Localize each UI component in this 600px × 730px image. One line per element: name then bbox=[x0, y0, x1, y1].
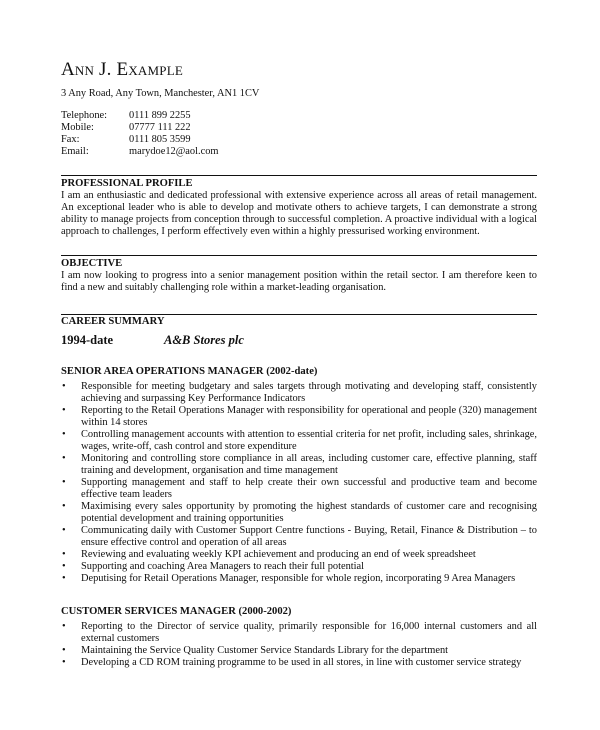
list-item: • Reporting to the Director of service quality, primarily responsible for 16,000 internal customers and all external customers bbox=[61, 621, 537, 645]
role-senior-area-ops bbox=[61, 365, 537, 585]
candidate-name: Ann J. Example bbox=[61, 59, 183, 80]
contact-label: Telephone: bbox=[61, 110, 108, 121]
section-divider bbox=[61, 255, 537, 256]
contact-value: 07777 111 222 bbox=[129, 122, 191, 133]
list-item: • Maintaining the Service Quality Customer Service Standards Library for the department bbox=[61, 645, 537, 657]
objective-section bbox=[61, 257, 537, 294]
contact-label: Email: bbox=[61, 146, 89, 157]
employer-line bbox=[61, 333, 537, 348]
career-section bbox=[61, 315, 537, 348]
list-item: • Controlling management accounts with attention to essential criteria for net profit, including sales, shrinkage, wages, write-off, cash control and store expenditure bbox=[61, 429, 537, 453]
role-title: CUSTOMER SERVICES MANAGER (2000-2002) bbox=[61, 606, 292, 617]
section-heading: OBJECTIVE bbox=[61, 258, 123, 269]
section-heading: CAREER SUMMARY bbox=[61, 316, 165, 327]
list-item: • Communicating daily with Customer Support Centre functions - Buying, Retail, Finance & Distribution – to ensure effective control and operation of all areas bbox=[61, 525, 537, 549]
objective-text: I am now looking to progress into a senior management position within the retail sector. I am therefore keen to find a new and suitably challenging role within a market-leading organisation. bbox=[61, 270, 537, 293]
list-item: • Deputising for Retail Operations Manager, responsible for whole region, incorporating 9 Area Managers bbox=[61, 573, 537, 585]
address: 3 Any Road, Any Town, Manchester, AN1 1CV bbox=[61, 88, 260, 99]
role-bullets bbox=[61, 621, 537, 669]
list-item: • Supporting management and staff to help create their own successful and productive team and become effective team leaders bbox=[61, 477, 537, 501]
employment-dates: 1994-date bbox=[61, 333, 114, 347]
list-item: • Maximising every sales opportunity by promoting the highest standards of customer care and recognising potential development and training opportunities bbox=[61, 501, 537, 525]
contact-label: Mobile: bbox=[61, 122, 94, 133]
list-item: • Reviewing and evaluating weekly KPI achievement and producing an end of week spreadsheet bbox=[61, 549, 537, 561]
list-item: • Monitoring and controlling store compliance in all areas, including customer care, effective planning, staff training and development, organisation and time management bbox=[61, 453, 537, 477]
contact-value: 0111 805 3599 bbox=[129, 134, 191, 145]
section-divider bbox=[61, 175, 537, 176]
profile-text: I am an enthusiastic and dedicated professional with extensive experience across all areas of retail management. An exceptional leader who is able to develop and motivate others to achieve targets, I can demonstrate a strong ability to manage projects from conception through to successful completion. A proactive individual with a logical approach to challenges, I perform effectively even within a highly pressurised working environment. bbox=[61, 190, 537, 237]
profile-section bbox=[61, 177, 537, 238]
company-name: A&B Stores plc bbox=[164, 333, 244, 347]
role-customer-services bbox=[61, 605, 537, 669]
list-item: • Responsible for meeting budgetary and sales targets through motivating and developing staff, consistently achieving and surpassing Key Performance Indicators bbox=[61, 381, 537, 405]
section-heading: PROFESSIONAL PROFILE bbox=[61, 178, 193, 189]
list-item: • Reporting to the Retail Operations Manager with responsibility for operational and people (320) management within 14 stores bbox=[61, 405, 537, 429]
role-title: SENIOR AREA OPERATIONS MANAGER (2002-date) bbox=[61, 366, 318, 377]
contact-value: marydoe12@aol.com bbox=[129, 146, 219, 157]
list-item: • Developing a CD ROM training programme to be used in all stores, in line with customer service strategy bbox=[61, 657, 537, 669]
list-item: • Supporting and coaching Area Managers to reach their full potential bbox=[61, 561, 537, 573]
contact-details bbox=[61, 110, 537, 158]
contact-label: Fax: bbox=[61, 134, 80, 145]
role-bullets bbox=[61, 381, 537, 585]
contact-value: 0111 899 2255 bbox=[129, 110, 191, 121]
